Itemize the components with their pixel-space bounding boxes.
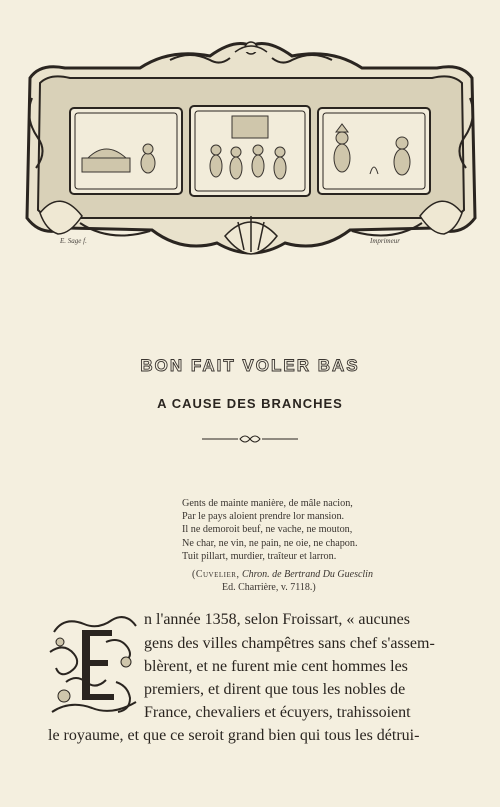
epigraph xyxy=(182,497,442,563)
body-line: gens des villes champêtres sans chef s'assem- xyxy=(144,635,435,652)
body-line: blèrent, et ne furent mie cent hommes les xyxy=(144,658,408,675)
ornate-dropcap-e xyxy=(46,612,140,720)
epigraph-line: Il ne demoroit beuf, ne vache, ne mouton, xyxy=(182,524,353,536)
body-line: France, chevaliers et écuyers, trahissoient xyxy=(144,704,411,721)
ornamental-divider-icon xyxy=(200,432,300,446)
printer-credit: Imprimeur xyxy=(370,237,400,245)
epigraph-citation xyxy=(192,568,452,594)
epigraph-line: Ne char, ne vin, ne pain, ne oie, ne chapon. xyxy=(182,537,358,549)
body-line: n l'année 1358, selon Froissart, « aucunes xyxy=(144,611,410,628)
epigraph-line: Par le pays aloient prendre lor mansion. xyxy=(182,511,345,523)
chapter-title: BON FAIT VOLER BAS xyxy=(140,356,360,375)
ornamental-header-engraving xyxy=(20,38,482,263)
citation-edition: Ed. Charrière, v. 7118.) xyxy=(222,582,316,593)
citation-work: Chron. de Bertrand Du Guesclin xyxy=(241,569,373,580)
citation-author: (Cuvelier, xyxy=(192,569,240,580)
chapter-subtitle: A CAUSE DES BRANCHES xyxy=(157,396,343,411)
epigraph-line: Tuit pillart, murdier, traîteur et larron. xyxy=(182,550,337,562)
epigraph-line: Gents de mainte manière, de mâle nacion, xyxy=(182,498,353,509)
body-line: premiers, et dirent que tous les nobles de xyxy=(144,681,406,698)
body-line: le royaume, et que ce seroit grand bien qui tous les détrui- xyxy=(48,727,420,744)
engraver-credit: E. Sage f. xyxy=(60,237,87,245)
